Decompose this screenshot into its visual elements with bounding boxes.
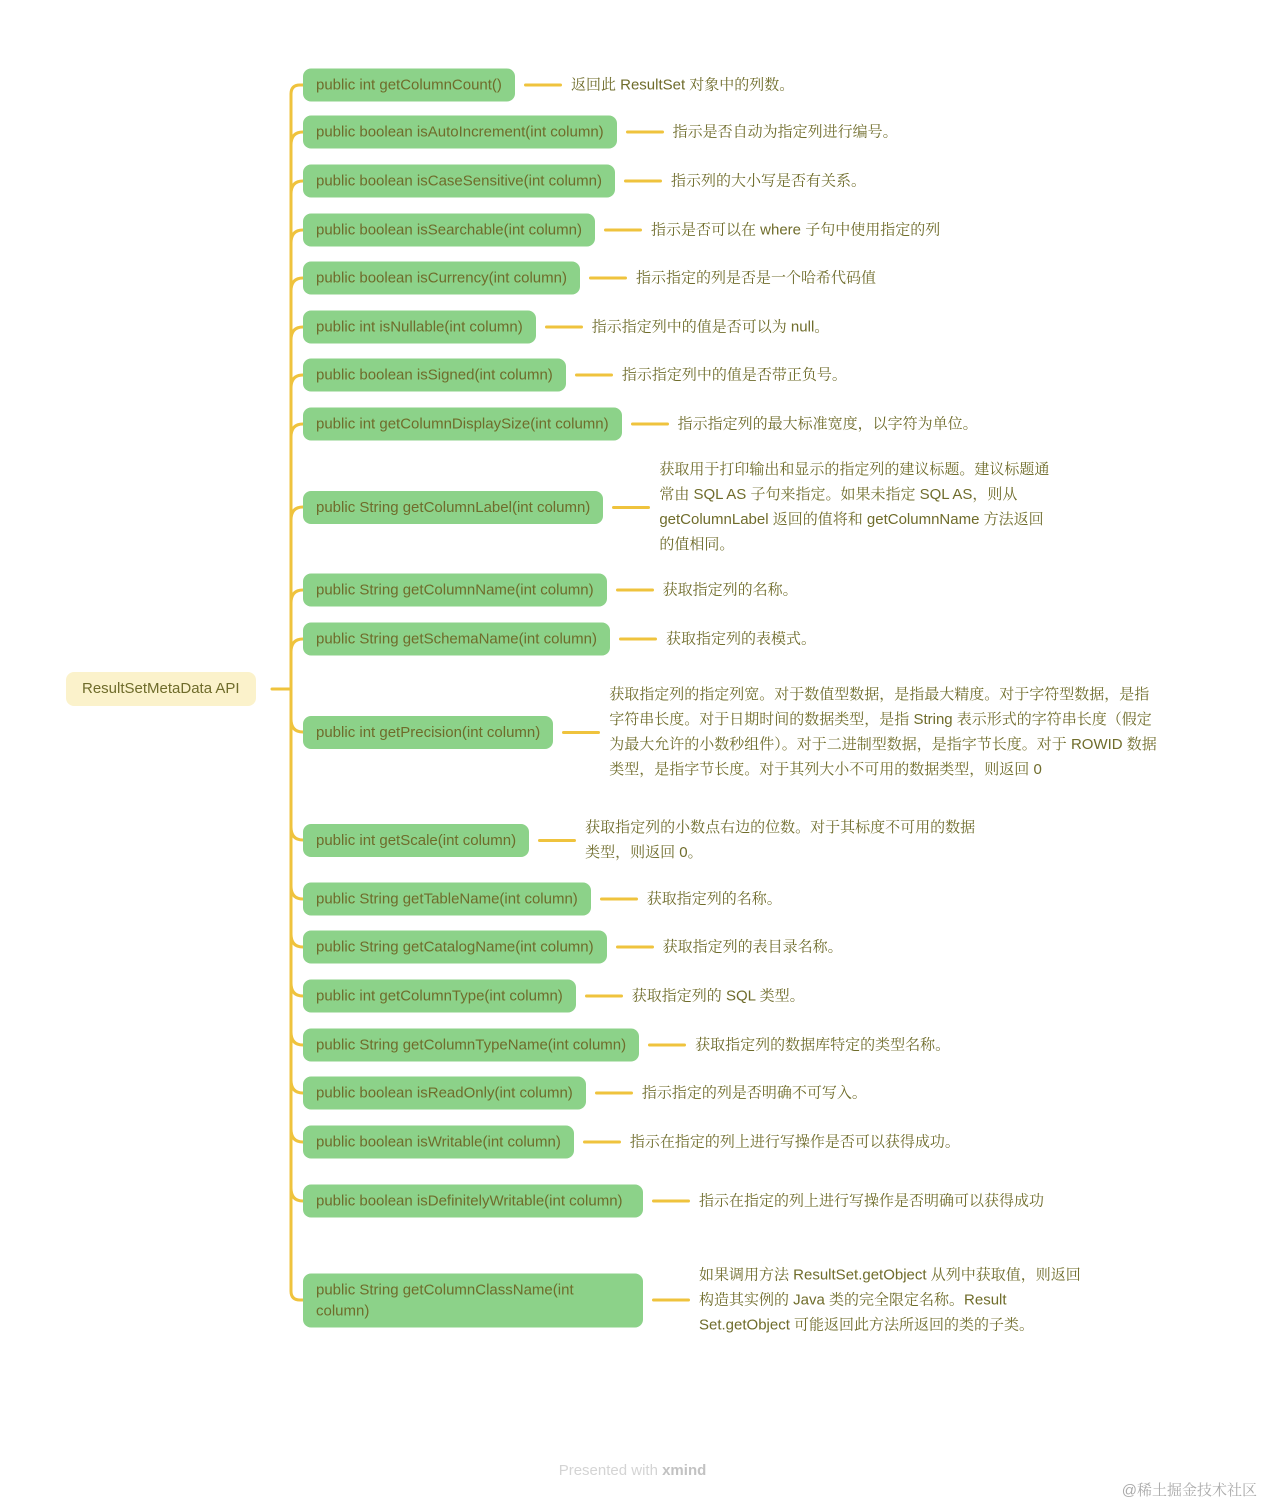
- method-topic[interactable]: public boolean isSigned(int column): [303, 359, 566, 392]
- method-topic[interactable]: public String getColumnLabel(int column): [303, 491, 603, 524]
- branch-row: [303, 408, 978, 441]
- branch-row: [303, 1077, 867, 1110]
- branch-row: [303, 1185, 1071, 1218]
- branch-row: [303, 1263, 1084, 1338]
- branch-row: [303, 214, 940, 247]
- method-description-topic[interactable]: 指示指定列的最大标准宽度，以字符为单位。: [677, 415, 978, 433]
- branch-row: [303, 1126, 960, 1159]
- topic-connector-dash: [612, 506, 650, 509]
- topic-connector-dash: [626, 131, 664, 134]
- xmind-logo-text: xmind: [662, 1462, 707, 1479]
- method-description-topic[interactable]: 获取指定列的小数点右边的位数。对于其标度不可用的数据类型，则返回 0。: [585, 819, 976, 861]
- branch-row: [303, 165, 866, 198]
- topic-connector-dash: [631, 423, 669, 426]
- topic-connector-dash: [616, 946, 654, 949]
- topic-connector-dash: [652, 1200, 690, 1203]
- method-topic[interactable]: public String getColumnTypeName(int column): [303, 1029, 639, 1062]
- topic-connector-dash: [585, 995, 623, 998]
- topic-connector-dash: [595, 1092, 633, 1095]
- method-description-topic[interactable]: 指示指定的列是否明确不可写入。: [641, 1084, 867, 1102]
- branch-row: [303, 980, 805, 1013]
- method-topic[interactable]: public int getScale(int column): [303, 824, 529, 857]
- method-topic[interactable]: public String getCatalogName(int column): [303, 931, 607, 964]
- topic-connector-dash: [616, 589, 654, 592]
- method-description-topic[interactable]: 指示指定的列是否是一个哈希代码值: [635, 269, 876, 287]
- branch-row: [303, 457, 1051, 557]
- method-description-topic[interactable]: 指示在指定的列上进行写操作是否可以获得成功。: [629, 1133, 960, 1151]
- method-description-topic[interactable]: 指示在指定的列上进行写操作是否明确可以获得成功: [699, 1192, 1045, 1210]
- method-description-topic[interactable]: 获取用于打印输出和显示的指定列的建议标题。建议标题通常由 SQL AS 子句来指定。如果未指定 SQL AS，则从 getColumnLabel 返回的值将和 getColumnName 方法返回的值相同。: [659, 461, 1050, 553]
- method-topic[interactable]: public boolean isAutoIncrement(int column): [303, 116, 617, 149]
- method-description-topic[interactable]: 获取指定列的指定列宽。对于数值型数据，是指最大精度。对于字符型数据，是指字符串长度。对于日期时间的数据类型，是指 String 表示形式的字符串长度（假定为最大允许的小数秒组件）。对于二进制型数据，是指字节长度。对于 ROWID 数据类型，是指字节长度。对于其列大小不可用的数据类型，则返回 0: [609, 686, 1157, 778]
- topic-connector-dash: [604, 229, 642, 232]
- topic-connector-dash: [648, 1044, 686, 1047]
- branch-row: [303, 116, 898, 149]
- topic-connector-dash: [545, 326, 583, 329]
- method-topic[interactable]: public String getColumnName(int column): [303, 574, 607, 607]
- topic-connector-dash: [619, 638, 657, 641]
- method-topic[interactable]: public boolean isCaseSensitive(int column): [303, 165, 615, 198]
- watermark: @稀土掘金技术社区: [1121, 1482, 1257, 1499]
- topic-connector-dash: [583, 1141, 621, 1144]
- topic-connector-dash: [524, 84, 562, 87]
- branch-row: [303, 883, 782, 916]
- method-topic[interactable]: public int getColumnDisplaySize(int column): [303, 408, 622, 441]
- topic-connector-dash: [538, 839, 576, 842]
- method-description-topic[interactable]: 获取指定列的 SQL 类型。: [631, 987, 805, 1005]
- method-topic[interactable]: public boolean isCurrency(int column): [303, 262, 580, 295]
- branch-row: [303, 311, 829, 344]
- topic-connector-dash: [600, 898, 638, 901]
- method-description-topic[interactable]: 返回此 ResultSet 对象中的列数。: [570, 76, 795, 94]
- method-description-topic[interactable]: 指示列的大小写是否有关系。: [670, 172, 866, 190]
- method-description-topic[interactable]: 指示是否自动为指定列进行编号。: [672, 123, 898, 141]
- method-description-topic[interactable]: 获取指定列的表模式。: [665, 630, 816, 648]
- method-description-topic[interactable]: 获取指定列的名称。: [646, 890, 782, 908]
- method-topic[interactable]: public int getColumnType(int column): [303, 980, 576, 1013]
- method-description-topic[interactable]: 获取指定列的表目录名称。: [662, 938, 843, 956]
- branch-row: [303, 262, 876, 295]
- method-topic[interactable]: public boolean isReadOnly(int column): [303, 1077, 586, 1110]
- branch-row: [303, 682, 1157, 782]
- topic-connector-dash: [589, 277, 627, 280]
- footer: [0, 1462, 1265, 1479]
- branch-row: [303, 623, 816, 656]
- method-description-topic[interactable]: 如果调用方法 ResultSet.getObject 从列中获取值，则返回构造其实例的 Java 类的完全限定名称。Result Set.getObject 可能返回此方法所返回的类的子类。: [699, 1266, 1081, 1334]
- method-description-topic[interactable]: 指示是否可以在 where 子句中使用指定的列: [651, 221, 941, 239]
- topic-connector-dash: [562, 731, 600, 734]
- method-topic[interactable]: public int getColumnCount(): [303, 69, 515, 102]
- footer-text: Presented with: [558, 1462, 663, 1479]
- branch-row: [303, 574, 798, 607]
- method-topic[interactable]: public boolean isSearchable(int column): [303, 214, 595, 247]
- method-topic[interactable]: public int isNullable(int column): [303, 311, 536, 344]
- method-topic[interactable]: public boolean isWritable(int column): [303, 1126, 574, 1159]
- method-topic[interactable]: public boolean isDefinitelyWritable(int column): [303, 1185, 643, 1218]
- method-description-topic[interactable]: 获取指定列的名称。: [662, 581, 798, 599]
- method-topic[interactable]: public int getPrecision(int column): [303, 716, 553, 749]
- method-description-topic[interactable]: 获取指定列的数据库特定的类型名称。: [695, 1036, 951, 1054]
- method-topic[interactable]: public String getSchemaName(int column): [303, 623, 610, 656]
- method-topic[interactable]: public String getColumnClassName(int column): [303, 1273, 643, 1327]
- method-description-topic[interactable]: 指示指定列中的值是否可以为 null。: [591, 318, 830, 336]
- topic-connector-dash: [624, 180, 662, 183]
- branch-row: [303, 359, 847, 392]
- branch-row: [303, 815, 977, 865]
- method-description-topic[interactable]: 指示指定列中的值是否带正负号。: [621, 366, 847, 384]
- topic-connector-dash: [652, 1299, 690, 1302]
- root-topic[interactable]: ResultSetMetaData API: [66, 672, 256, 706]
- branch-row: [303, 931, 843, 964]
- method-topic[interactable]: public String getTableName(int column): [303, 883, 591, 916]
- branch-row: [303, 69, 794, 102]
- topic-connector-dash: [575, 374, 613, 377]
- branch-row: [303, 1029, 950, 1062]
